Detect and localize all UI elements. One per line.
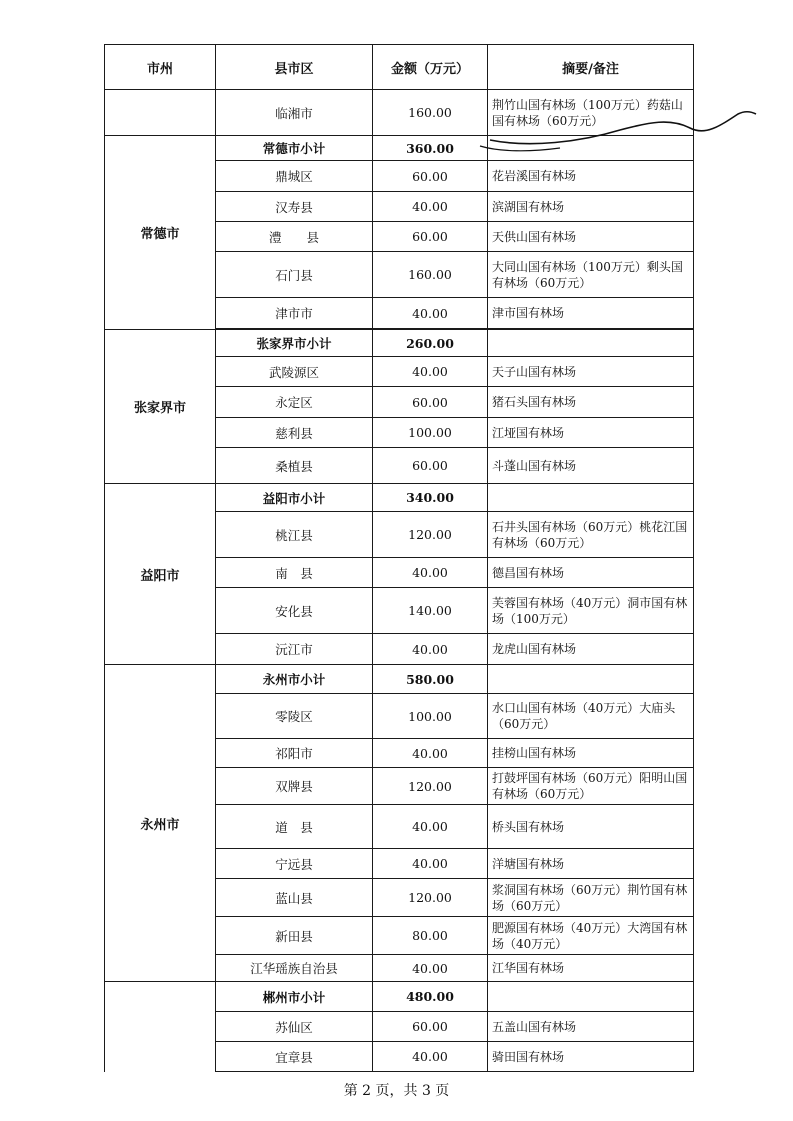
amount-cell: 40.00 (373, 739, 488, 768)
header-amount: 金额（万元） (373, 45, 488, 90)
subtotal-row (105, 330, 694, 357)
note-cell: 天供山国有林场 (488, 222, 694, 252)
header-county: 县市区 (216, 45, 373, 90)
city-cell-empty (105, 90, 216, 136)
note-cell: 芙蓉国有林场（40万元）洞市国有林场（100万元） (488, 588, 694, 634)
county-cell: 安化县 (216, 588, 373, 634)
amount-cell: 60.00 (373, 161, 488, 192)
city-cell-yongzhou: 永州市 (105, 665, 216, 982)
county-cell: 桃江县 (216, 512, 373, 558)
amount-cell: 40.00 (373, 298, 488, 329)
note-cell: 荆竹山国有林场（100万元）药菇山国有林场（60万元） (488, 90, 694, 136)
amount-cell: 80.00 (373, 917, 488, 955)
header-city: 市州 (105, 45, 216, 90)
header-note: 摘要/备注 (488, 45, 694, 90)
pen-scribble-mark (470, 100, 760, 160)
note-cell: 石井头国有林场（60万元）桃花江国有林场（60万元） (488, 512, 694, 558)
county-cell: 道 县 (216, 805, 373, 849)
note-cell: 津市国有林场 (488, 298, 694, 329)
subtotal-amount: 340.00 (373, 484, 488, 512)
amount-cell: 40.00 (373, 558, 488, 588)
note-cell: 斗蓬山国有林场 (488, 448, 694, 484)
page-footer: 第 2 页，共 3 页 (343, 1083, 450, 1099)
subtotal-label: 益阳市小计 (216, 484, 373, 512)
subtotal-amount: 260.00 (373, 330, 488, 357)
amount-cell: 160.00 (373, 252, 488, 298)
county-cell: 苏仙区 (216, 1012, 373, 1042)
subtotal-amount: 360.00 (373, 136, 488, 161)
county-cell: 汉寿县 (216, 192, 373, 222)
note-cell: 挂榜山国有林场 (488, 739, 694, 768)
city-cell-changde: 常德市 (105, 136, 216, 330)
subtotal-label: 永州市小计 (216, 665, 373, 694)
note-cell: 大同山国有林场（100万元）剩头国有林场（60万元） (488, 252, 694, 298)
county-cell: 双牌县 (216, 768, 373, 805)
note-cell: 浆洞国有林场（60万元）荆竹国有林场（60万元） (488, 879, 694, 917)
note-cell: 水口山国有林场（40万元）大庙头（60万元） (488, 694, 694, 739)
amount-cell: 40.00 (373, 634, 488, 665)
amount-cell: 40.00 (373, 357, 488, 387)
note-cell: 五盖山国有林场 (488, 1012, 694, 1042)
county-cell: 蓝山县 (216, 879, 373, 917)
county-cell: 永定区 (216, 387, 373, 418)
amount-cell: 120.00 (373, 879, 488, 917)
note-cell: 天子山国有林场 (488, 357, 694, 387)
note-cell: 骑田国有林场 (488, 1042, 694, 1072)
note-cell: 打鼓坪国有林场（60万元）阳明山国有林场（60万元） (488, 768, 694, 805)
amount-cell: 140.00 (373, 588, 488, 634)
county-cell: 澧 县 (216, 222, 373, 252)
note-cell: 桥头国有林场 (488, 805, 694, 849)
subtotal-label: 张家界市小计 (216, 330, 373, 357)
subtotal-label: 郴州市小计 (216, 982, 373, 1012)
county-cell: 鼎城区 (216, 161, 373, 192)
note-cell: 肥源国有林场（40万元）大湾国有林场（40万元） (488, 917, 694, 955)
county-cell: 祁阳市 (216, 739, 373, 768)
county-cell: 沅江市 (216, 634, 373, 665)
amount-cell: 40.00 (373, 955, 488, 982)
county-cell: 武陵源区 (216, 357, 373, 387)
amount-cell: 40.00 (373, 805, 488, 849)
subtotal-row (105, 484, 694, 512)
county-cell: 宜章县 (216, 1042, 373, 1072)
note-cell: 德昌国有林场 (488, 558, 694, 588)
subtotal-row (105, 982, 694, 1012)
amount-cell: 40.00 (373, 849, 488, 879)
note-cell: 江华国有林场 (488, 955, 694, 982)
note-cell (488, 982, 694, 1012)
table-header-row (105, 45, 694, 90)
county-cell: 新田县 (216, 917, 373, 955)
county-cell: 津市市 (216, 298, 373, 329)
amount-cell: 60.00 (373, 448, 488, 484)
amount-cell: 160.00 (373, 90, 488, 136)
note-cell: 江垭国有林场 (488, 418, 694, 448)
amount-cell: 60.00 (373, 387, 488, 418)
note-cell: 猪石头国有林场 (488, 387, 694, 418)
county-cell: 临湘市 (216, 90, 373, 136)
county-cell: 桑植县 (216, 448, 373, 484)
subtotal-amount: 580.00 (373, 665, 488, 694)
amount-cell: 40.00 (373, 192, 488, 222)
amount-cell: 100.00 (373, 418, 488, 448)
note-cell (488, 665, 694, 694)
note-cell: 花岩溪国有林场 (488, 161, 694, 192)
amount-cell: 100.00 (373, 694, 488, 739)
city-cell-chenzhou-empty (105, 982, 216, 1072)
note-cell (488, 484, 694, 512)
county-cell: 慈利县 (216, 418, 373, 448)
county-cell: 宁远县 (216, 849, 373, 879)
amount-cell: 60.00 (373, 222, 488, 252)
county-cell: 石门县 (216, 252, 373, 298)
county-cell: 南 县 (216, 558, 373, 588)
city-cell-yiyang: 益阳市 (105, 484, 216, 665)
subtotal-label: 常德市小计 (216, 136, 373, 161)
subtotal-row (105, 665, 694, 694)
amount-cell: 40.00 (373, 1042, 488, 1072)
note-cell: 洋塘国有林场 (488, 849, 694, 879)
subtotal-amount: 480.00 (373, 982, 488, 1012)
amount-cell: 120.00 (373, 768, 488, 805)
county-cell: 零陵区 (216, 694, 373, 739)
note-cell (488, 330, 694, 357)
city-cell-zhangjiajie: 张家界市 (105, 330, 216, 484)
amount-cell: 60.00 (373, 1012, 488, 1042)
note-cell: 滨湖国有林场 (488, 192, 694, 222)
county-cell: 江华瑶族自治县 (216, 955, 373, 982)
note-cell: 龙虎山国有林场 (488, 634, 694, 665)
funding-table (104, 44, 694, 1072)
amount-cell: 120.00 (373, 512, 488, 558)
